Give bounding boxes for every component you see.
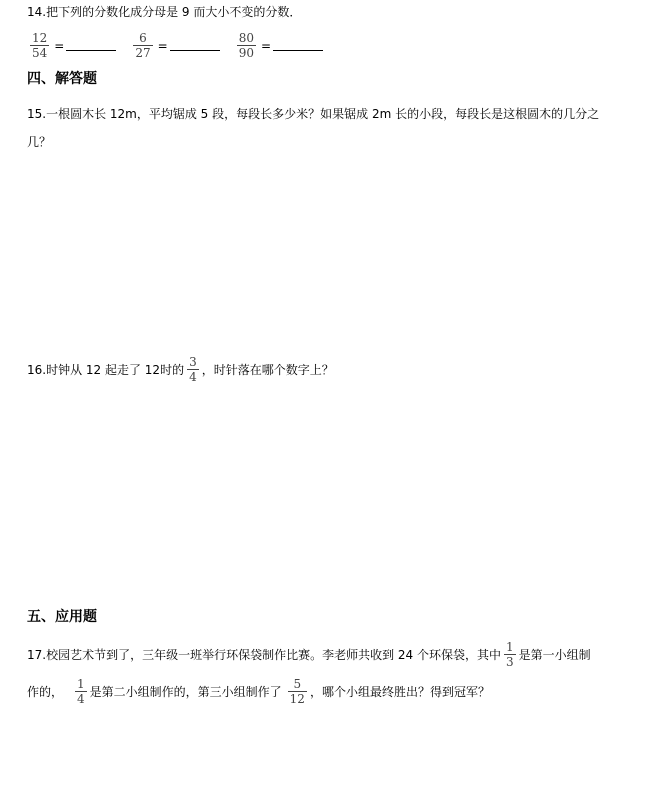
answer-blank[interactable] bbox=[66, 40, 116, 51]
question-14-text: 14.把下列的分数化成分母是 9 而大小不变的分数． bbox=[27, 5, 302, 19]
equals-sign: = bbox=[157, 38, 168, 53]
question-17-text: 是第一小组制 bbox=[518, 647, 591, 662]
denominator: 4 bbox=[189, 370, 197, 384]
denominator: 12 bbox=[289, 692, 305, 706]
denominator: 3 bbox=[506, 655, 514, 669]
question-17-line-1 bbox=[27, 641, 591, 668]
fraction bbox=[504, 641, 516, 668]
numerator: 12 bbox=[32, 31, 48, 45]
numerator: 1 bbox=[77, 677, 85, 691]
fraction bbox=[187, 356, 199, 383]
fraction bbox=[75, 678, 87, 705]
answer-blank[interactable] bbox=[273, 40, 323, 51]
denominator: 27 bbox=[135, 46, 151, 60]
question-16-text-before: 16.时钟从 12 起走了 12时的 bbox=[27, 362, 185, 377]
numerator: 3 bbox=[189, 355, 197, 369]
question-14-fractions bbox=[27, 32, 331, 59]
section-5-heading: 五、应用题 bbox=[27, 609, 97, 625]
denominator: 90 bbox=[238, 46, 254, 60]
question-15-line-1: 15.一根圆木长 12m，平均锯成 5 段，每段长多少米？如果锯成 2m 长的小段，每段长是这根圆木的几分之 bbox=[27, 107, 600, 121]
equals-sign: = bbox=[260, 38, 272, 53]
fraction bbox=[288, 678, 307, 705]
section-4-heading: 四、解答题 bbox=[27, 71, 97, 87]
question-15-line-2: 几？ bbox=[27, 135, 52, 149]
fraction-item-3 bbox=[234, 32, 323, 59]
fraction bbox=[133, 32, 152, 59]
numerator: 6 bbox=[139, 31, 147, 45]
equals-sign: = bbox=[54, 38, 65, 53]
answer-blank[interactable] bbox=[170, 40, 220, 51]
fraction bbox=[237, 32, 256, 59]
question-16-text-after: ，时针落在哪个数字上？ bbox=[201, 362, 334, 377]
fraction-item-2 bbox=[130, 32, 219, 59]
denominator: 4 bbox=[77, 692, 85, 706]
question-16 bbox=[27, 356, 334, 383]
denominator: 54 bbox=[32, 46, 48, 60]
numerator: 80 bbox=[238, 31, 254, 45]
numerator: 1 bbox=[506, 640, 514, 654]
question-17-line-2 bbox=[27, 678, 490, 705]
question-17-text: 17.校园艺术节到了，三年级一班举行环保袋制作比赛。李老师共收到 24 个环保袋，其中 bbox=[27, 647, 501, 662]
question-17-text: ，哪个小组最终胜出？得到冠军？ bbox=[309, 684, 490, 699]
fraction-item-1 bbox=[27, 32, 116, 59]
question-17-text: 作的， bbox=[27, 684, 64, 699]
question-17-text: 是第二小组制作的，第三小组制作了 bbox=[89, 684, 282, 699]
fraction bbox=[30, 32, 49, 59]
numerator: 5 bbox=[293, 677, 302, 691]
